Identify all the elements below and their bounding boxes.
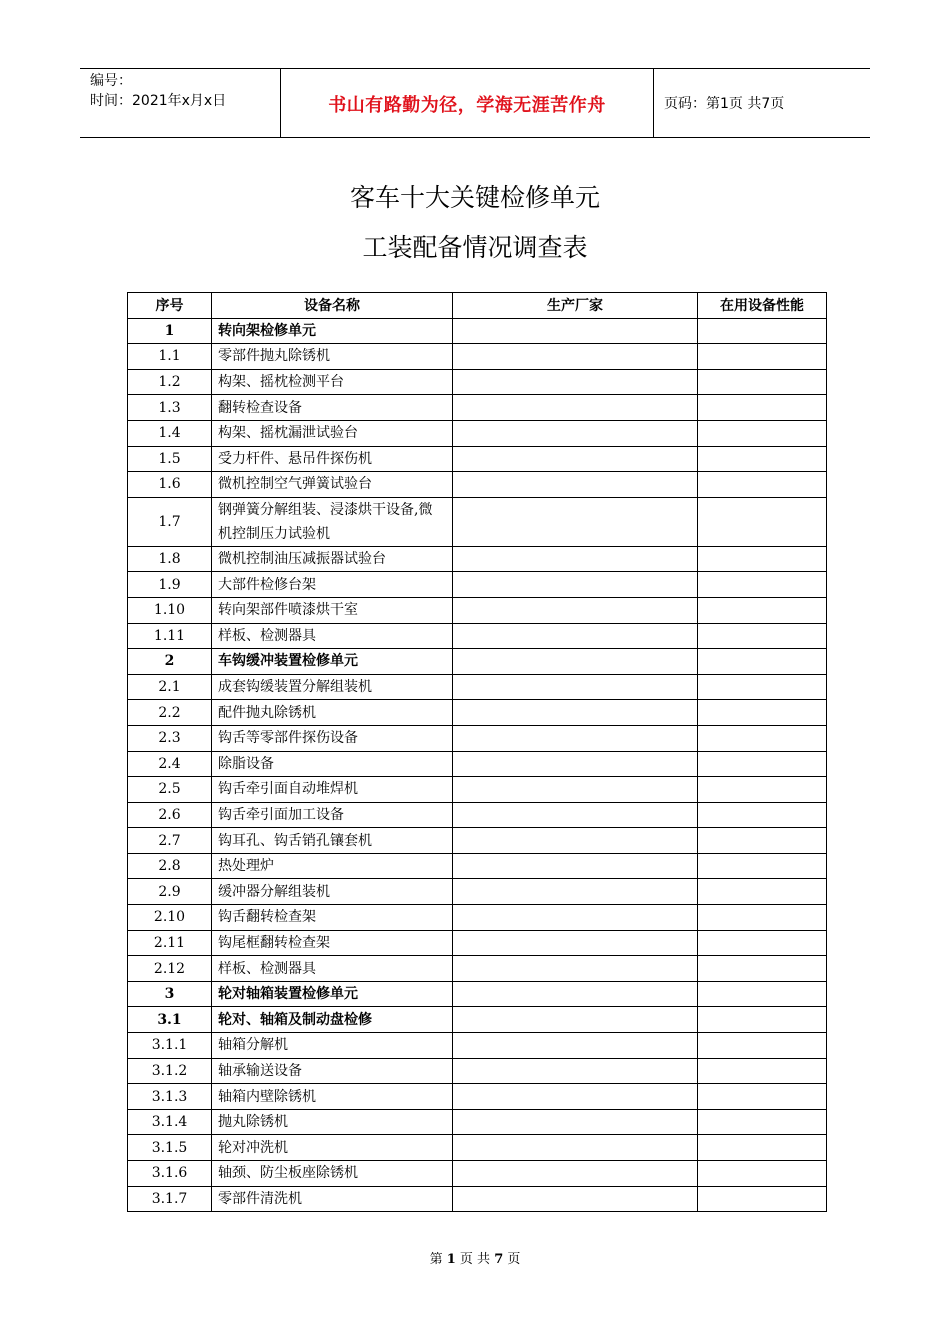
table-row	[128, 828, 827, 854]
cell-number: 1.11	[128, 623, 212, 649]
cell-equipment-name: 抛丸除锈机	[212, 1109, 453, 1135]
cell-manufacturer	[453, 1033, 698, 1059]
table-row	[128, 751, 827, 777]
cell-manufacturer	[453, 1161, 698, 1187]
cell-number: 3.1.4	[128, 1109, 212, 1135]
cell-manufacturer	[453, 572, 698, 598]
cell-number: 3.1.7	[128, 1186, 212, 1212]
cell-manufacturer	[453, 497, 698, 546]
cell-equipment-name: 钩尾框翻转检查架	[212, 930, 453, 956]
cell-equipment-name: 热处理炉	[212, 853, 453, 879]
cell-manufacturer	[453, 725, 698, 751]
cell-equipment-name: 钩舌牵引面自动堆焊机	[212, 777, 453, 803]
cell-number: 1.9	[128, 572, 212, 598]
table-row	[128, 1084, 827, 1110]
cell-manufacturer	[453, 905, 698, 931]
cell-manufacturer	[453, 395, 698, 421]
cell-manufacturer	[453, 344, 698, 370]
table-row	[128, 1058, 827, 1084]
cell-number: 3.1.1	[128, 1033, 212, 1059]
cell-manufacturer	[453, 956, 698, 982]
table-row	[128, 956, 827, 982]
cell-manufacturer	[453, 446, 698, 472]
table-header-row	[128, 293, 827, 319]
cell-number: 1.5	[128, 446, 212, 472]
cell-manufacturer	[453, 318, 698, 344]
cell-performance	[698, 623, 827, 649]
table-row	[128, 981, 827, 1007]
table-row	[128, 1109, 827, 1135]
cell-manufacturer	[453, 1007, 698, 1033]
cell-number: 1	[128, 318, 212, 344]
column-header-performance: 在用设备性能	[698, 293, 827, 319]
table-row	[128, 344, 827, 370]
cell-manufacturer	[453, 597, 698, 623]
table-row	[128, 905, 827, 931]
cell-performance	[698, 674, 827, 700]
table-row	[128, 1135, 827, 1161]
cell-equipment-name: 大部件检修台架	[212, 572, 453, 598]
header-divider	[653, 69, 654, 137]
cell-equipment-name: 配件抛丸除锈机	[212, 700, 453, 726]
footer-suffix: 页	[507, 1252, 521, 1267]
cell-equipment-name: 缓冲器分解组装机	[212, 879, 453, 905]
cell-equipment-name: 样板、检测器具	[212, 623, 453, 649]
footer-total-pages: 7	[494, 1252, 504, 1267]
cell-number: 1.1	[128, 344, 212, 370]
header-motto: 书山有路勤为径，学海无涯苦作舟	[328, 95, 606, 116]
cell-manufacturer	[453, 472, 698, 498]
cell-equipment-name: 微机控制油压减振器试验台	[212, 546, 453, 572]
number-label: 编号：	[90, 73, 132, 89]
cell-performance	[698, 828, 827, 854]
cell-performance	[698, 318, 827, 344]
cell-manufacturer	[453, 1135, 698, 1161]
cell-number: 3	[128, 981, 212, 1007]
cell-performance	[698, 1135, 827, 1161]
cell-manufacturer	[453, 802, 698, 828]
cell-number: 2.9	[128, 879, 212, 905]
table-row	[128, 930, 827, 956]
cell-number: 3.1.6	[128, 1161, 212, 1187]
cell-manufacturer	[453, 674, 698, 700]
cell-performance	[698, 853, 827, 879]
table-row	[128, 395, 827, 421]
table-row	[128, 1186, 827, 1212]
cell-performance	[698, 1007, 827, 1033]
cell-number: 2.5	[128, 777, 212, 803]
cell-performance	[698, 905, 827, 931]
cell-number: 2.2	[128, 700, 212, 726]
cell-manufacturer	[453, 649, 698, 675]
cell-number: 1.2	[128, 369, 212, 395]
cell-performance	[698, 446, 827, 472]
column-header-name: 设备名称	[212, 293, 453, 319]
cell-equipment-name: 微机控制空气弹簧试验台	[212, 472, 453, 498]
cell-number: 2.4	[128, 751, 212, 777]
cell-manufacturer	[453, 420, 698, 446]
page-footer	[0, 1248, 950, 1267]
cell-manufacturer	[453, 777, 698, 803]
page-subtitle: 工装配备情况调查表	[362, 233, 588, 262]
cell-equipment-name: 钩舌牵引面加工设备	[212, 802, 453, 828]
cell-manufacturer	[453, 1084, 698, 1110]
cell-number: 3.1.5	[128, 1135, 212, 1161]
cell-equipment-name: 翻转检查设备	[212, 395, 453, 421]
cell-equipment-name: 样板、检测器具	[212, 956, 453, 982]
cell-performance	[698, 572, 827, 598]
cell-performance	[698, 472, 827, 498]
cell-equipment-name: 转向架检修单元	[212, 318, 453, 344]
cell-performance	[698, 1084, 827, 1110]
cell-performance	[698, 956, 827, 982]
cell-manufacturer	[453, 930, 698, 956]
cell-performance	[698, 1033, 827, 1059]
cell-number: 1.3	[128, 395, 212, 421]
cell-number: 3.1.3	[128, 1084, 212, 1110]
cell-performance	[698, 369, 827, 395]
cell-equipment-name: 钩耳孔、钩舌销孔镶套机	[212, 828, 453, 854]
footer-page-number: 1	[446, 1252, 456, 1267]
document-header	[80, 68, 870, 138]
cell-number: 2.1	[128, 674, 212, 700]
time-label: 时间：2021年x月x日	[90, 93, 227, 109]
cell-equipment-name: 轮对冲洗机	[212, 1135, 453, 1161]
table-row	[128, 420, 827, 446]
table-row	[128, 446, 827, 472]
cell-number: 1.8	[128, 546, 212, 572]
cell-equipment-name: 转向架部件喷漆烘干室	[212, 597, 453, 623]
table-row	[128, 623, 827, 649]
cell-number: 1.10	[128, 597, 212, 623]
cell-equipment-name: 除脂设备	[212, 751, 453, 777]
cell-manufacturer	[453, 981, 698, 1007]
footer-mid: 页 共	[459, 1252, 491, 1267]
cell-manufacturer	[453, 828, 698, 854]
table-row	[128, 318, 827, 344]
header-page-info: 页码：第1页 共7页	[664, 96, 785, 112]
cell-equipment-name: 轮对轴箱装置检修单元	[212, 981, 453, 1007]
cell-equipment-name: 钩舌等零部件探伤设备	[212, 725, 453, 751]
cell-performance	[698, 649, 827, 675]
cell-performance	[698, 777, 827, 803]
column-header-manufacturer: 生产厂家	[453, 293, 698, 319]
cell-equipment-name: 零部件清洗机	[212, 1186, 453, 1212]
cell-number: 1.7	[128, 497, 212, 546]
cell-manufacturer	[453, 700, 698, 726]
cell-number: 3.1.2	[128, 1058, 212, 1084]
table-row	[128, 1007, 827, 1033]
cell-number: 2.6	[128, 802, 212, 828]
cell-performance	[698, 981, 827, 1007]
footer-prefix: 第	[429, 1252, 443, 1267]
cell-equipment-name: 构架、摇枕检测平台	[212, 369, 453, 395]
cell-performance	[698, 597, 827, 623]
cell-equipment-name: 轮对、轴箱及制动盘检修	[212, 1007, 453, 1033]
table-row	[128, 546, 827, 572]
table-row	[128, 725, 827, 751]
table-body	[128, 318, 827, 1212]
table-row	[128, 777, 827, 803]
page-title: 客车十大关键检修单元	[349, 183, 600, 212]
cell-performance	[698, 1186, 827, 1212]
cell-performance	[698, 879, 827, 905]
cell-performance	[698, 725, 827, 751]
cell-manufacturer	[453, 369, 698, 395]
table-row	[128, 802, 827, 828]
table-row	[128, 700, 827, 726]
cell-manufacturer	[453, 623, 698, 649]
cell-performance	[698, 420, 827, 446]
cell-performance	[698, 1058, 827, 1084]
cell-performance	[698, 930, 827, 956]
table-row	[128, 879, 827, 905]
cell-manufacturer	[453, 546, 698, 572]
cell-performance	[698, 344, 827, 370]
cell-performance	[698, 1109, 827, 1135]
cell-number: 2.3	[128, 725, 212, 751]
cell-equipment-name: 轴箱分解机	[212, 1033, 453, 1059]
cell-manufacturer	[453, 1109, 698, 1135]
cell-manufacturer	[453, 853, 698, 879]
cell-manufacturer	[453, 751, 698, 777]
cell-equipment-name: 钢弹簧分解组装、浸漆烘干设备,微机控制压力试验机	[212, 497, 453, 546]
equipment-table	[127, 292, 827, 1212]
cell-number: 1.6	[128, 472, 212, 498]
header-meta	[90, 71, 226, 111]
table-row	[128, 472, 827, 498]
cell-number: 2	[128, 649, 212, 675]
cell-equipment-name: 车钩缓冲装置检修单元	[212, 649, 453, 675]
cell-performance	[698, 700, 827, 726]
cell-equipment-name: 受力杆件、悬吊件探伤机	[212, 446, 453, 472]
cell-manufacturer	[453, 1186, 698, 1212]
table-row	[128, 853, 827, 879]
cell-number: 1.4	[128, 420, 212, 446]
table-row	[128, 1161, 827, 1187]
table-row	[128, 649, 827, 675]
cell-manufacturer	[453, 879, 698, 905]
cell-equipment-name: 构架、摇枕漏泄试验台	[212, 420, 453, 446]
cell-equipment-name: 轴承输送设备	[212, 1058, 453, 1084]
cell-number: 2.12	[128, 956, 212, 982]
cell-number: 2.10	[128, 905, 212, 931]
cell-equipment-name: 轴颈、防尘板座除锈机	[212, 1161, 453, 1187]
cell-equipment-name: 钩舌翻转检查架	[212, 905, 453, 931]
cell-equipment-name: 零部件抛丸除锈机	[212, 344, 453, 370]
cell-number: 2.7	[128, 828, 212, 854]
cell-performance	[698, 546, 827, 572]
column-header-no: 序号	[128, 293, 212, 319]
cell-manufacturer	[453, 1058, 698, 1084]
table-row	[128, 597, 827, 623]
table-row	[128, 1033, 827, 1059]
cell-performance	[698, 497, 827, 546]
table-row	[128, 369, 827, 395]
cell-performance	[698, 1161, 827, 1187]
table-row	[128, 572, 827, 598]
cell-equipment-name: 轴箱内壁除锈机	[212, 1084, 453, 1110]
cell-equipment-name: 成套钩缓装置分解组装机	[212, 674, 453, 700]
table-row	[128, 674, 827, 700]
cell-performance	[698, 802, 827, 828]
cell-performance	[698, 395, 827, 421]
cell-number: 3.1	[128, 1007, 212, 1033]
cell-performance	[698, 751, 827, 777]
cell-number: 2.8	[128, 853, 212, 879]
cell-number: 2.11	[128, 930, 212, 956]
table-row	[128, 497, 827, 546]
